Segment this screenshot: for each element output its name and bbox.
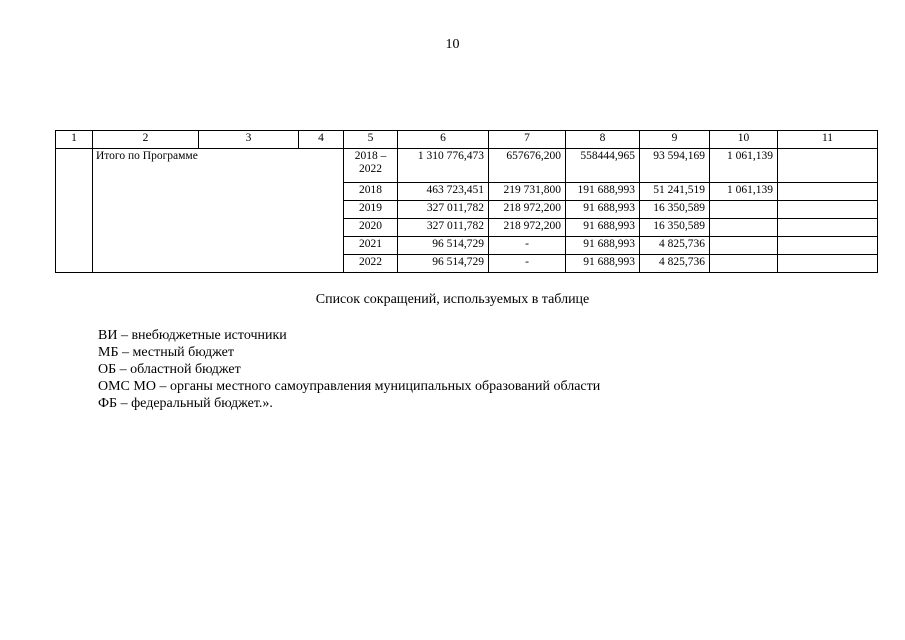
value-cell-6: 1 310 776,473 <box>398 149 489 183</box>
value-cell-6: 463 723,451 <box>398 183 489 201</box>
value-cell-7: 219 731,800 <box>489 183 566 201</box>
value-cell-10 <box>710 219 778 237</box>
period-cell: 2018 – 2022 <box>344 149 398 183</box>
value-cell-9: 16 350,589 <box>640 201 710 219</box>
abbreviation-item: ВИ – внебюджетные источники <box>98 328 287 343</box>
number-cell <box>56 149 93 273</box>
value-cell-9: 4 825,736 <box>640 237 710 255</box>
value-cell-9: 51 241,519 <box>640 183 710 201</box>
value-cell-11 <box>778 255 878 273</box>
header-cell-11: 11 <box>778 131 878 149</box>
header-cell-8: 8 <box>566 131 640 149</box>
header-cell-4: 4 <box>299 131 344 149</box>
header-cell-3: 3 <box>199 131 299 149</box>
header-cell-2: 2 <box>93 131 199 149</box>
period-cell: 2022 <box>344 255 398 273</box>
value-cell-11 <box>778 237 878 255</box>
value-cell-10 <box>710 255 778 273</box>
value-cell-8: 191 688,993 <box>566 183 640 201</box>
abbreviation-item: ФБ – федеральный бюджет.». <box>98 396 273 411</box>
value-cell-8: 91 688,993 <box>566 201 640 219</box>
value-cell-7: 657676,200 <box>489 149 566 183</box>
value-cell-7: 218 972,200 <box>489 219 566 237</box>
value-cell-11 <box>778 183 878 201</box>
period-cell: 2021 <box>344 237 398 255</box>
value-cell-6: 96 514,729 <box>398 255 489 273</box>
value-cell-11 <box>778 149 878 183</box>
value-cell-7: 218 972,200 <box>489 201 566 219</box>
header-cell-7: 7 <box>489 131 566 149</box>
period-cell: 2018 <box>344 183 398 201</box>
value-cell-9: 93 594,169 <box>640 149 710 183</box>
header-cell-10: 10 <box>710 131 778 149</box>
value-cell-8: 91 688,993 <box>566 237 640 255</box>
abbreviations-title: Список сокращений, используемых в таблице <box>315 292 590 307</box>
table-header-row <box>56 131 878 149</box>
value-cell-6: 96 514,729 <box>398 237 489 255</box>
value-cell-10 <box>710 237 778 255</box>
value-cell-6: 327 011,782 <box>398 201 489 219</box>
value-cell-6: 327 011,782 <box>398 219 489 237</box>
value-cell-8: 91 688,993 <box>566 219 640 237</box>
period-cell: 2019 <box>344 201 398 219</box>
value-cell-7: - <box>489 255 566 273</box>
value-cell-8: 558444,965 <box>566 149 640 183</box>
value-cell-9: 4 825,736 <box>640 255 710 273</box>
page-number: 10 <box>445 37 460 52</box>
value-cell-10: 1 061,139 <box>710 149 778 183</box>
value-cell-7: - <box>489 237 566 255</box>
abbreviation-item: МБ – местный бюджет <box>98 345 234 360</box>
value-cell-11 <box>778 219 878 237</box>
program-total-label: Итого по Программе <box>93 149 344 273</box>
value-cell-10: 1 061,139 <box>710 183 778 201</box>
header-cell-9: 9 <box>640 131 710 149</box>
header-cell-1: 1 <box>56 131 93 149</box>
header-cell-6: 6 <box>398 131 489 149</box>
value-cell-9: 16 350,589 <box>640 219 710 237</box>
period-cell: 2020 <box>344 219 398 237</box>
abbreviation-item: ОБ – областной бюджет <box>98 362 241 377</box>
abbreviation-item: ОМС МО – органы местного самоуправления муниципальных образований области <box>98 379 601 394</box>
abbreviations-list <box>98 327 600 412</box>
table-row <box>56 149 878 183</box>
value-cell-8: 91 688,993 <box>566 255 640 273</box>
header-cell-5: 5 <box>344 131 398 149</box>
program-funding-table <box>55 130 878 273</box>
value-cell-10 <box>710 201 778 219</box>
value-cell-11 <box>778 201 878 219</box>
